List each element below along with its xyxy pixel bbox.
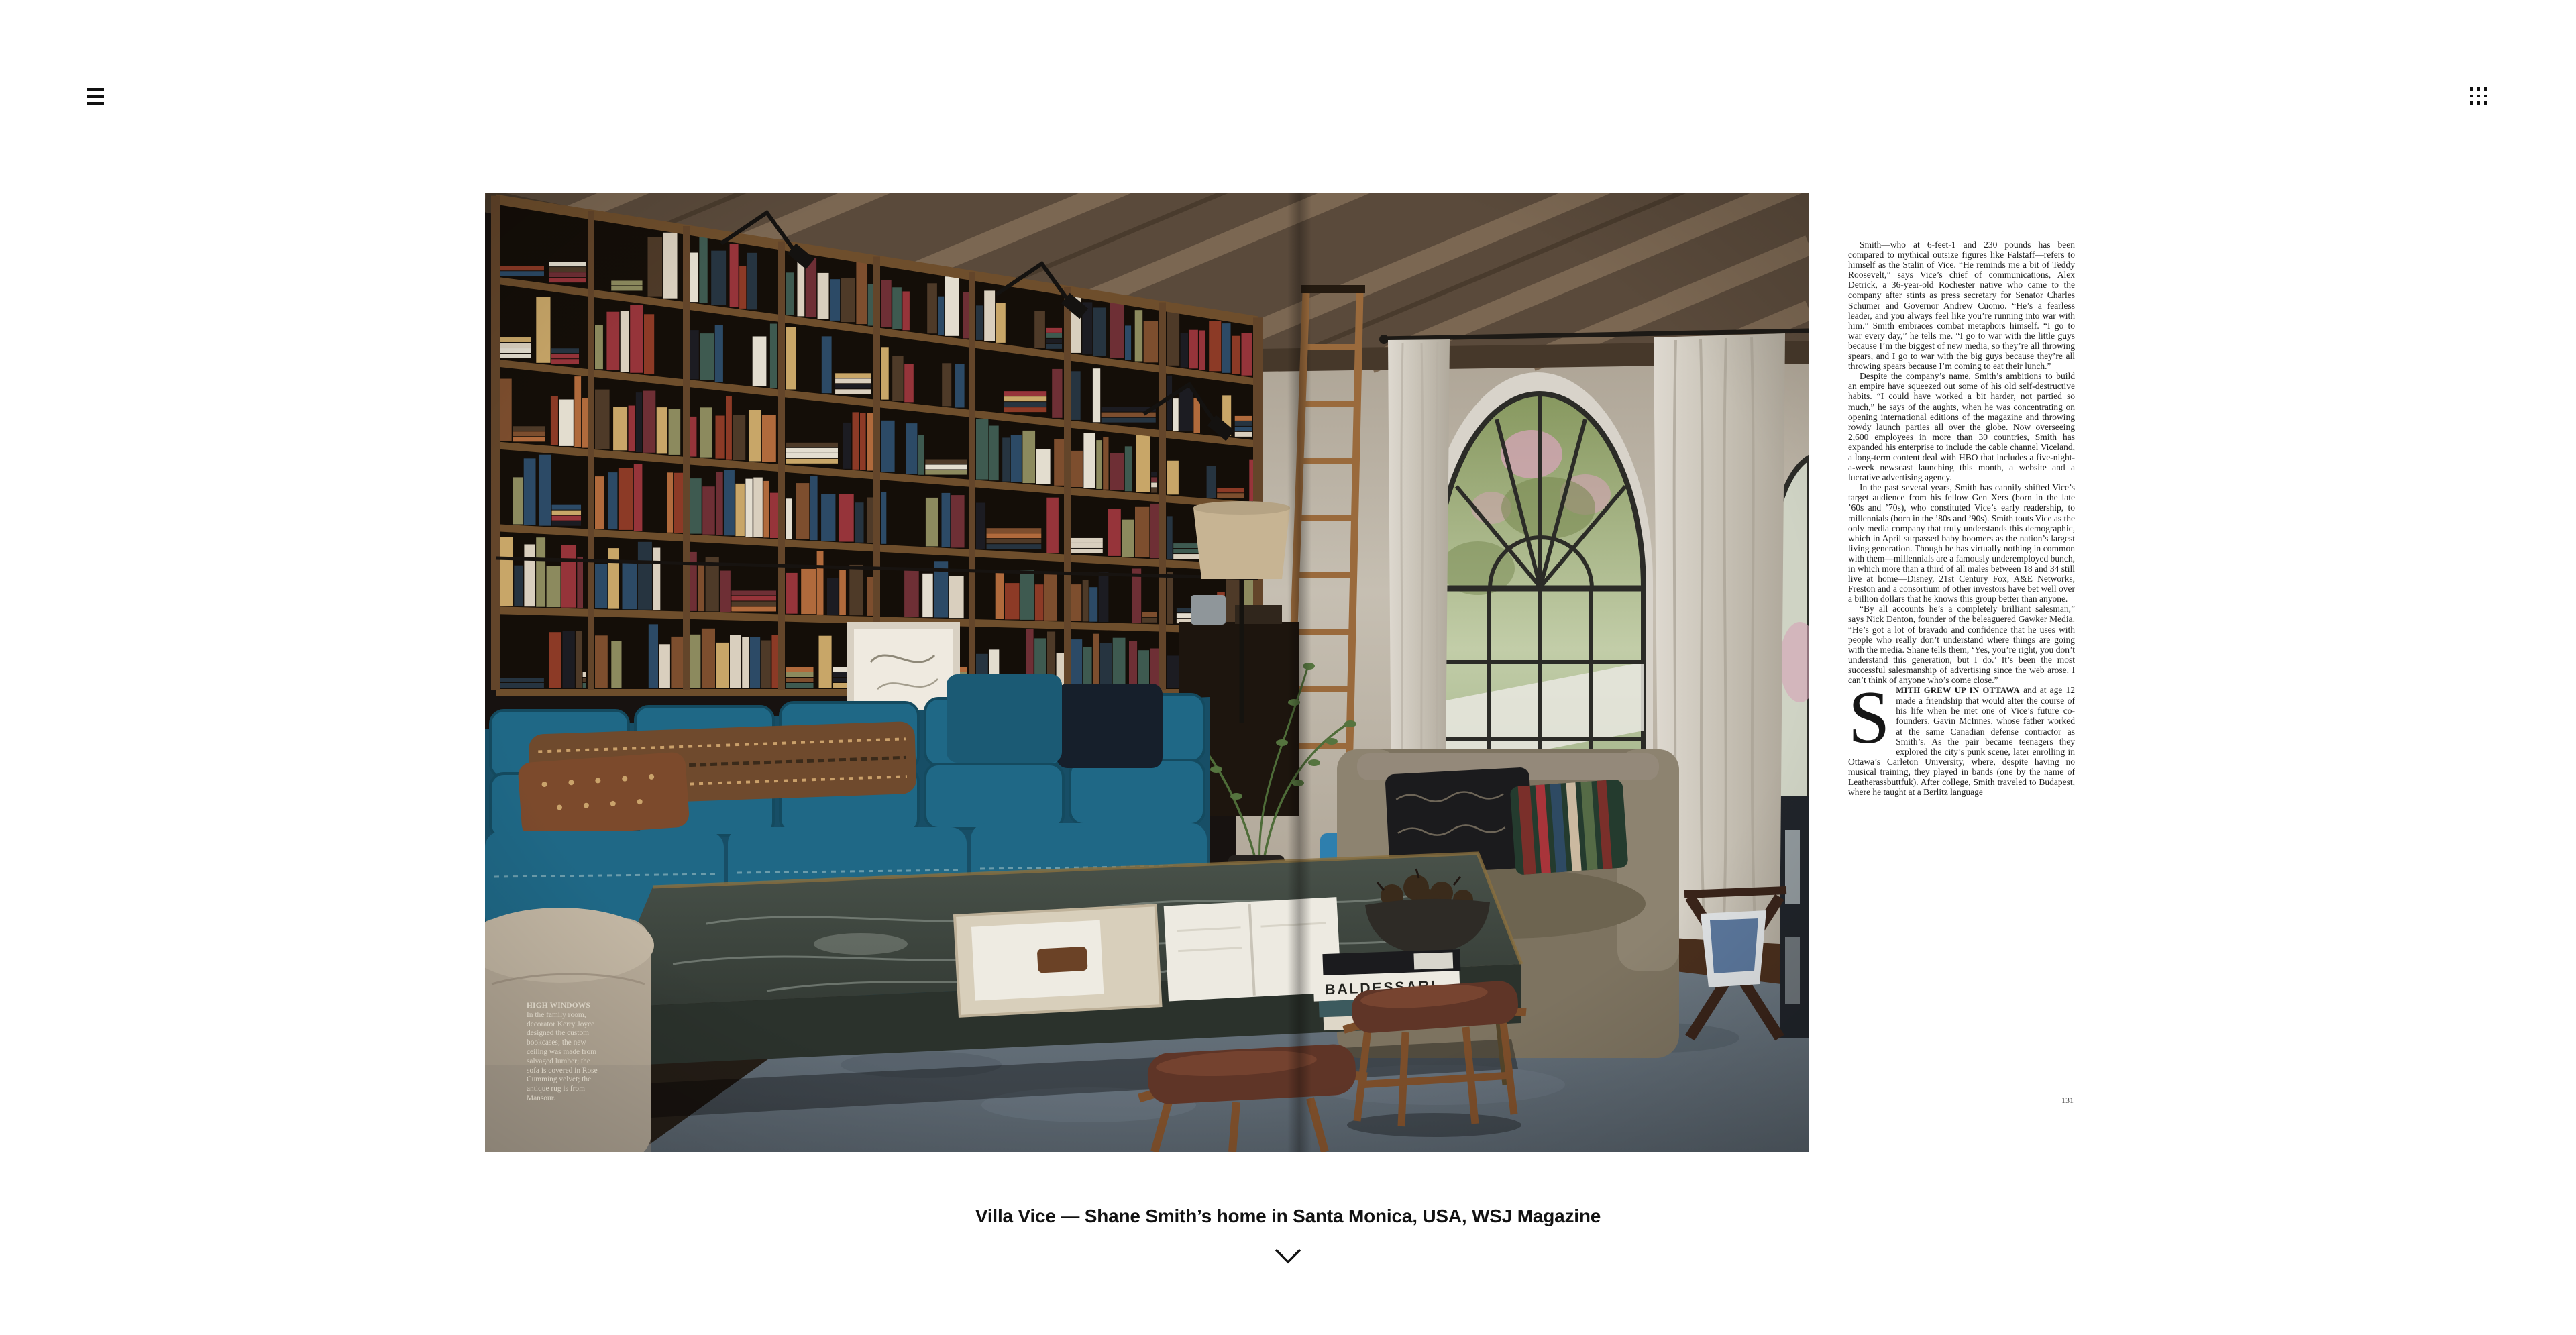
article-paragraph xyxy=(1848,676,2075,798)
grid-dots-icon xyxy=(2470,101,2473,105)
artwork-caption: Villa Vice — Shane Smith’s home in Santa Monica, USA, WSJ Magazine xyxy=(975,1206,1601,1226)
photo-caption xyxy=(527,1002,604,1104)
photo-caption-title: HIGH WINDOWS xyxy=(527,1002,590,1010)
grid-dots-icon xyxy=(2477,101,2481,105)
grid-dots-icon xyxy=(2477,95,2481,98)
grid-dots-icon xyxy=(2470,95,2473,98)
article-paragraph-text: and at age 12 made a friendship that would alter the course of his life when he met one of Vice’s future co-founders, Gavin McInnes, whose father worked at the same Canadian defense contractor as Smith’s. As the pair became teenagers they explored the city’s punk scene, later enrolling in Ottawa’s Carleton University, where, despite having no musical training, they played in bands (one by the name of Leatherassbuttfuk). After college, Smith traveled to Budapest, where he taught at a Berlitz language xyxy=(1848,685,2075,798)
hamburger-icon xyxy=(87,88,104,91)
grid-dots-icon xyxy=(2484,87,2487,91)
hamburger-icon xyxy=(87,95,104,98)
article-paragraph: “By all accounts he’s a completely brilliant salesman,” says Nick Denton, founder of the beleaguered Gawker Media. “He’s got a lot of bravado and confidence that he uses with people who really don’t understand where things are going with the media. Shane tells them, ‘Yes, you’re right, you don’t understand this generation, but I do.’ It’s been the most successful salesmanship of advertising since the web arose. I can’t think of anyone who’s come close.” xyxy=(1848,604,2075,686)
grid-dots-icon xyxy=(2484,95,2487,98)
magazine-spread xyxy=(485,193,2084,1152)
drop-cap: S xyxy=(1848,676,1890,760)
grid-dots-icon xyxy=(2477,87,2481,91)
page-number: 131 xyxy=(2061,1096,2074,1105)
chevron-down-icon xyxy=(1273,1246,1303,1267)
grid-dots-icon xyxy=(2484,101,2487,105)
grid-view-button[interactable] xyxy=(2470,87,2487,105)
article-paragraph: In the past several years, Smith has cannily shifted Vice’s target audience from his fellow Gen Xers (born in the late ’60s and ’70s), who constituted Vice’s early readership, to millennials (born in the ’80s and ’90s). Smith touts Vice as the only media company that truly understands this demographic, which in April surpassed baby boomers as the nation’s largest living generation. Though he has virtually nothing in common with them—millennials are a famously underemployed bunch, in which more than a third of all males between 18 and 34 still live at home—Disney, 21st Century Fox, A&E Networks, Freston and a consortium of other investors have bet well over a billion dollars that he knows this group better than anyone. xyxy=(1848,482,2075,604)
article-paragraph: Despite the company’s name, Smith’s ambitions to build an empire have squeezed out some of his old self-destructive habits. “I could have worked a bit harder, not partied so much,” he says of the aughts, when he was concentrating on opening international editions of the magazine and throwing rowdy launch parties all over the globe. Now overseeing 2,600 employees in more than 30 countries, Smith has expanded his enterprise to include the cable channel Viceland, a long-term content deal with HBO that includes a five-night-a-week newscast launching this month, a website and a lucrative advertising agency. xyxy=(1848,371,2075,483)
article-column xyxy=(1848,239,2075,797)
grid-dots-icon xyxy=(2470,87,2473,91)
article-lead-in: MITH GREW UP IN OTTAWA xyxy=(1896,686,2020,696)
menu-button[interactable] xyxy=(87,88,105,105)
magazine-text-page xyxy=(1809,193,2084,1152)
hamburger-icon xyxy=(87,102,104,105)
living-room-photo xyxy=(485,193,1809,1152)
article-paragraph: Smith—who at 6-feet-1 and 230 pounds has been compared to mythical outsize figures like Falstaff—refers to himself as the Stalin of Vice. “He reminds me a bit of Teddy Roosevelt,” says Vice’s chief of communications, Alex Detrick, a 36-year-old Rochester native who came to the company after stints as press secretary for Senator Charles Schumer and Governor Andrew Cuomo. “He’s a fearless leader, and you always feel like you’re running into war with him.” Smith embraces combat metaphors himself. “I go to war every day,” he tells me. “I go to war with the little guys because I’m the biggest of new media, so they’re all throwing spears, and I go to war with the big guys because they’re all throwing spears because I’m coming to eat their lunch.” xyxy=(1848,239,2075,372)
living-room-illustration xyxy=(485,193,1809,1152)
photo-caption-body: In the family room, decorator Kerry Joyce designed the custom bookcases; the new ceiling was made from salvaged lumber; the sofa is covered in Rose Cumming velvet; the antique rug is from Mansour. xyxy=(527,1010,598,1102)
scroll-down-button[interactable] xyxy=(1273,1246,1303,1267)
